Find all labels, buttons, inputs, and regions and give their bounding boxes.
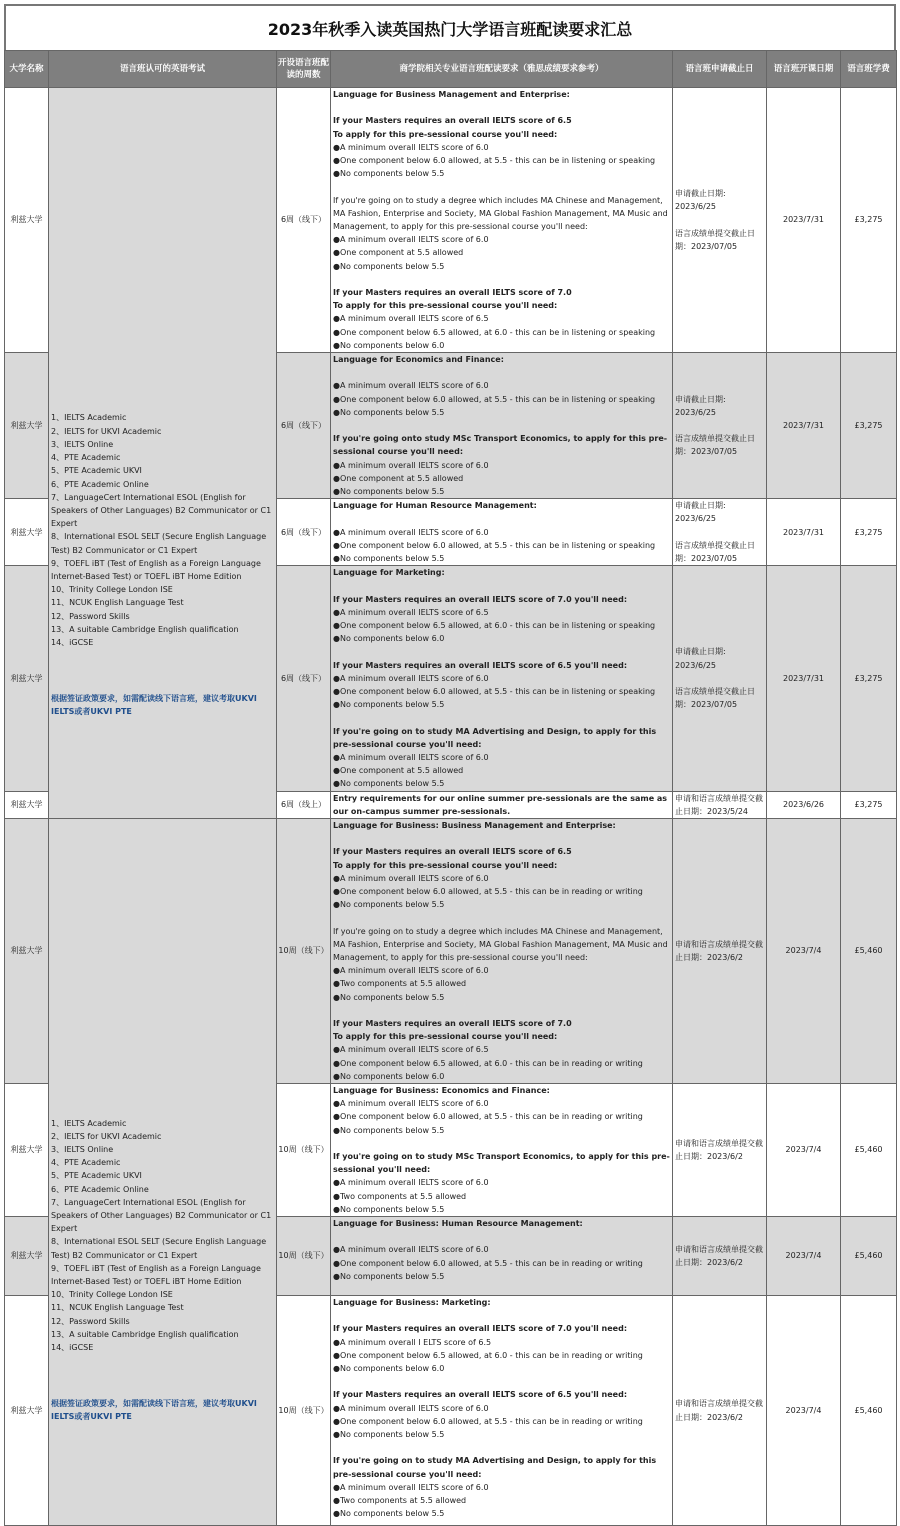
requirement-line: ●No components below 6.0 bbox=[333, 1071, 445, 1081]
cell-spacer bbox=[51, 649, 274, 689]
university-cell[interactable]: 利兹大学 bbox=[5, 1084, 49, 1217]
fee-cell[interactable]: £5,460 bbox=[841, 1217, 897, 1296]
blank-line bbox=[333, 832, 670, 845]
cell-spacer bbox=[51, 921, 274, 1117]
requirement-line: ●A minimum overall IELTS score of 6.0 bbox=[333, 1178, 489, 1188]
requirement-line: ●A minimum overall IELTS score of 6.0 bbox=[333, 1245, 489, 1255]
requirement-line: ●No components below 5.5 bbox=[333, 487, 445, 497]
fee-cell[interactable]: £3,275 bbox=[841, 353, 897, 499]
requirement-line: Language for Economics and Finance: bbox=[333, 355, 504, 365]
deadline-line: 申请和语言成绩单提交截 bbox=[675, 1138, 763, 1148]
deadline-line: 期：2023/07/05 bbox=[675, 554, 738, 564]
deadline-line: 语言成绩单提交截止日 bbox=[675, 434, 755, 444]
requirement-line: ●One component below 6.0 allowed, at 5.5 - this can be in reading or writing bbox=[333, 1112, 643, 1122]
requirement-line: Language for Human Resource Management: bbox=[333, 501, 537, 511]
deadline-line: 申请和语言成绩单提交截 bbox=[675, 793, 763, 803]
requirement-line: ●No components below 5.5 bbox=[333, 1204, 445, 1214]
requirement-line: ●A minimum overall IELTS score of 6.0 bbox=[333, 460, 489, 470]
cell-spacer bbox=[51, 1354, 274, 1394]
requirement-line: If your Masters requires an overall IELTS score of 7.0 you'll need: bbox=[333, 1324, 628, 1334]
visa-policy-note: 根据签证政策要求，如需配读线下语言班，建议考取UKVI IELTS或者UKVI PTE bbox=[51, 1399, 257, 1422]
deadline-line: 申请截止日期: bbox=[675, 394, 726, 404]
requirement-line: ●A minimum overall IELTS score of 6.5 bbox=[333, 1045, 489, 1055]
deadline-cell[interactable] bbox=[673, 1217, 767, 1296]
start-date-cell[interactable]: 2023/7/31 bbox=[767, 353, 841, 499]
university-cell[interactable]: 利兹大学 bbox=[5, 1296, 49, 1526]
deadline-line: 申请和语言成绩单提交截 bbox=[675, 1399, 763, 1409]
deadline-line: 申请截止日期: bbox=[675, 501, 726, 511]
requirement-line: If your Masters requires an overall IELTS score of 6.5 bbox=[333, 116, 572, 126]
weeks-cell[interactable]: 6周（线下） bbox=[277, 353, 331, 499]
blank-line bbox=[333, 419, 670, 432]
exam-item: 14、iGCSE bbox=[51, 1342, 94, 1352]
deadline-line: 语言成绩单提交截止日 bbox=[675, 540, 755, 550]
requirement-line: If you're going on to study a degree which includes MA Chinese and Management, MA Fashion, Enterprise and Society, MA Global Fashion Management, MA Music and Management, to apply for this pre-sessional course you'll need: bbox=[333, 926, 668, 963]
requirement-line: To apply for this pre-sessional course you'll need: bbox=[333, 860, 558, 870]
exam-item: 2、IELTS for UKVI Academic bbox=[51, 1131, 162, 1141]
requirements-cell[interactable] bbox=[331, 819, 673, 1084]
requirements-cell[interactable] bbox=[331, 1296, 673, 1526]
deadline-cell[interactable] bbox=[673, 88, 767, 353]
deadline-line: 止日期：2023/5/24 bbox=[675, 806, 749, 816]
deadline-line bbox=[675, 213, 764, 226]
exam-item: 6、PTE Academic Online bbox=[51, 479, 149, 489]
fee-cell[interactable]: £5,460 bbox=[841, 1296, 897, 1526]
requirement-line: ●No components below 5.5 bbox=[333, 169, 445, 179]
requirement-line: ●One component below 6.0 allowed, at 5.5 - this can be in listening or speaking bbox=[333, 156, 656, 165]
start-date-cell[interactable]: 2023/7/4 bbox=[767, 1296, 841, 1526]
deadline-cell[interactable] bbox=[673, 499, 767, 566]
exam-item: 10、Trinity College London ISE bbox=[51, 585, 173, 595]
deadline-line: 申请和语言成绩单提交截 bbox=[675, 1244, 763, 1254]
requirement-line: ●Two components at 5.5 allowed bbox=[333, 1496, 467, 1506]
exam-item: 8、International ESOL SELT (Secure English Language Test) B2 Communicator or C1 Expert bbox=[51, 1237, 267, 1260]
requirement-line: ●No components below 5.5 bbox=[333, 779, 445, 789]
requirement-line: ●A minimum overall IELTS score of 6.0 bbox=[333, 673, 489, 683]
exam-item: 8、International ESOL SELT (Secure English Language Test) B2 Communicator or C1 Expert bbox=[51, 532, 267, 555]
start-date-cell[interactable]: 2023/7/4 bbox=[767, 1217, 841, 1296]
deadline-cell[interactable] bbox=[673, 566, 767, 791]
deadline-line: 止日期：2023/6/2 bbox=[675, 1412, 743, 1422]
requirement-line: If your Masters requires an overall IELTS score of 6.5 you'll need: bbox=[333, 1390, 628, 1400]
exam-item: 7、LanguageCert International ESOL (English for Speakers of Other Languages) B2 Communicator or C1 Expert bbox=[51, 1197, 272, 1234]
requirement-line: If you're going on to study MSc Transport Economics, to apply for this pre-sessional you'll need: bbox=[333, 1152, 670, 1175]
start-date-cell[interactable]: 2023/7/4 bbox=[767, 819, 841, 1084]
visa-policy-note: 根据签证政策要求，如需配读线下语言班，建议考取UKVI IELTS或者UKVI PTE bbox=[51, 694, 257, 717]
requirement-line: If you're going on to study MA Advertising and Design, to apply for this pre-sessional course you'll need: bbox=[333, 1456, 657, 1479]
exam-item: 12、Password Skills bbox=[51, 611, 130, 621]
requirement-line: ●No components below 5.5 bbox=[333, 1125, 445, 1135]
col-header-fee[interactable]: 语言班学费 bbox=[841, 51, 897, 88]
deadline-line bbox=[675, 526, 764, 539]
deadline-line: 申请截止日期: bbox=[675, 647, 726, 657]
requirement-line: If your Masters requires an overall IELTS score of 7.0 bbox=[333, 1019, 572, 1029]
requirement-line: ●One component below 6.0 allowed, at 5.5 - this can be in listening or speaking bbox=[333, 540, 656, 550]
requirement-line: To apply for this pre-sessional course you'll need: bbox=[333, 129, 558, 139]
requirement-line: If your Masters requires an overall IELTS score of 7.0 you'll need: bbox=[333, 594, 628, 604]
deadline-line: 语言成绩单提交截止日 bbox=[675, 687, 755, 697]
weeks-cell[interactable]: 6周（线下） bbox=[277, 566, 331, 791]
exam-item: 10、Trinity College London ISE bbox=[51, 1290, 173, 1300]
deadline-line: 止日期：2023/6/2 bbox=[675, 1258, 743, 1268]
requirement-line: ●No components below 6.0 bbox=[333, 340, 445, 350]
exam-item: 3、IELTS Online bbox=[51, 1144, 114, 1154]
deadline-line: 2023/6/25 bbox=[675, 660, 717, 670]
weeks-cell[interactable]: 10周（线下） bbox=[277, 1217, 331, 1296]
requirement-line: ●One component below 6.0 allowed, at 5.5 - this can be in reading or writing bbox=[333, 1258, 643, 1268]
col-header-weeks[interactable]: 开设语言班配读的周数 bbox=[277, 51, 331, 88]
requirement-line: ●A minimum overall IELTS score of 6.0 bbox=[333, 1403, 489, 1413]
weeks-cell[interactable]: 6周（线下） bbox=[277, 88, 331, 353]
requirement-line: ●A minimum overall IELTS score of 6.0 bbox=[333, 966, 489, 976]
requirement-line: ●A minimum overall IELTS score of 6.0 bbox=[333, 381, 489, 391]
start-date-cell[interactable]: 2023/7/31 bbox=[767, 499, 841, 566]
exam-item: 13、A suitable Cambridge English qualification bbox=[51, 1329, 239, 1339]
deadline-cell[interactable] bbox=[673, 1296, 767, 1526]
requirements-cell[interactable] bbox=[331, 566, 673, 791]
blank-line bbox=[333, 645, 670, 658]
fee-cell[interactable]: £5,460 bbox=[841, 819, 897, 1084]
exam-item: 2、IELTS for UKVI Academic bbox=[51, 426, 162, 436]
blank-line bbox=[333, 711, 670, 724]
cell-spacer bbox=[51, 187, 274, 411]
requirement-line: ●No components below 6.0 bbox=[333, 1364, 445, 1374]
exam-item: 5、PTE Academic UKVI bbox=[51, 466, 142, 476]
deadline-cell[interactable] bbox=[673, 819, 767, 1084]
requirement-line: To apply for this pre-sessional course you'll need: bbox=[333, 1032, 558, 1042]
requirement-line: ●One component at 5.5 allowed bbox=[333, 766, 464, 776]
exam-item: 11、NCUK English Language Test bbox=[51, 598, 184, 608]
requirement-line: ●A minimum overall IELTS score of 6.0 bbox=[333, 873, 489, 883]
fee-cell[interactable]: £3,275 bbox=[841, 566, 897, 791]
requirement-line: ●One component below 6.5 allowed, at 6.0 - this can be in listening or speaking bbox=[333, 327, 656, 337]
deadline-line: 语言成绩单提交截止日 bbox=[675, 228, 755, 238]
requirement-line: ●A minimum overall IELTS score of 6.0 bbox=[333, 1482, 489, 1492]
requirement-line: ●No components below 5.5 bbox=[333, 261, 445, 271]
university-cell[interactable]: 利兹大学 bbox=[5, 1217, 49, 1296]
accepted-exams-cell[interactable] bbox=[49, 88, 277, 819]
blank-line bbox=[333, 911, 670, 924]
deadline-line: 2023/6/25 bbox=[675, 514, 717, 524]
page-title: 2023年秋季入读英国热门大学语言班配读要求汇总 bbox=[4, 4, 896, 50]
fee-cell[interactable]: £3,275 bbox=[841, 499, 897, 566]
exam-item: 5、PTE Academic UKVI bbox=[51, 1171, 142, 1181]
accepted-exams-cell[interactable] bbox=[49, 819, 277, 1526]
requirement-line: ●One component below 6.0 allowed, at 5.5 - this can be in listening or speaking bbox=[333, 687, 656, 697]
deadline-line: 期：2023/07/05 bbox=[675, 447, 738, 457]
deadline-line: 申请和语言成绩单提交截 bbox=[675, 939, 763, 949]
requirements-cell[interactable] bbox=[331, 353, 673, 499]
blank-line bbox=[333, 1309, 670, 1322]
exam-item: 13、A suitable Cambridge English qualification bbox=[51, 624, 239, 634]
requirement-line: ●One component below 6.0 allowed, at 5.5 - this can be in listening or speaking bbox=[333, 394, 656, 404]
university-cell[interactable]: 利兹大学 bbox=[5, 791, 49, 818]
university-cell[interactable]: 利兹大学 bbox=[5, 88, 49, 353]
fee-cell[interactable]: £3,275 bbox=[841, 791, 897, 818]
requirement-line: ●One component below 6.0 allowed, at 5.5 - this can be in reading or writing bbox=[333, 887, 643, 897]
col-header-deadline[interactable]: 语言班申请截止日 bbox=[673, 51, 767, 88]
exam-item: 4、PTE Academic bbox=[51, 1158, 121, 1168]
start-date-cell[interactable]: 2023/7/31 bbox=[767, 88, 841, 353]
requirement-line: Language for Business: Business Management and Enterprise: bbox=[333, 821, 616, 831]
deadline-line bbox=[675, 672, 764, 685]
exam-item: 6、PTE Academic Online bbox=[51, 1184, 149, 1194]
deadline-line: 止日期：2023/6/2 bbox=[675, 953, 743, 963]
requirement-line: ●No components below 5.5 bbox=[333, 700, 445, 710]
blank-line bbox=[333, 1004, 670, 1017]
requirement-line: ●No components below 5.5 bbox=[333, 1271, 445, 1281]
col-header-exams[interactable]: 语言班认可的英语考试 bbox=[49, 51, 277, 88]
requirement-line: ●No components below 5.5 bbox=[333, 407, 445, 417]
exam-item: 9、TOEFL iBT (Test of English as a Foreign Language Internet-Based Test) or TOEFL iBT Home Edition bbox=[51, 1263, 261, 1286]
exam-item: 9、TOEFL iBT (Test of English as a Foreign Language Internet-Based Test) or TOEFL iBT Home Edition bbox=[51, 558, 261, 581]
fee-cell[interactable]: £5,460 bbox=[841, 1084, 897, 1217]
weeks-cell[interactable]: 10周（线下） bbox=[277, 1296, 331, 1526]
requirement-line: Entry requirements for our online summer pre-sessionals are the same as our on-campus summer pre-sessionals. bbox=[333, 793, 668, 816]
requirements-table bbox=[4, 50, 897, 1526]
requirement-line: If you're going on to study MA Advertising and Design, to apply for this pre-sessional course you'll need: bbox=[333, 726, 657, 749]
university-cell[interactable]: 利兹大学 bbox=[5, 499, 49, 566]
requirements-cell[interactable] bbox=[331, 499, 673, 566]
requirement-line: Language for Business: Marketing: bbox=[333, 1298, 491, 1308]
weeks-cell[interactable]: 10周（线下） bbox=[277, 1084, 331, 1217]
table-row bbox=[5, 819, 897, 1084]
deadline-cell[interactable] bbox=[673, 353, 767, 499]
exam-item: 1、IELTS Academic bbox=[51, 413, 127, 423]
fee-cell[interactable]: £3,275 bbox=[841, 88, 897, 353]
start-date-cell[interactable]: 2023/7/31 bbox=[767, 566, 841, 791]
weeks-cell[interactable]: 6周（线下） bbox=[277, 499, 331, 566]
requirement-line: ●Two components at 5.5 allowed bbox=[333, 1191, 467, 1201]
requirement-line: Language for Business: Economics and Finance: bbox=[333, 1086, 550, 1096]
col-header-requirements[interactable]: 商学院相关专业语言班配读要求（雅思成绩要求参考） bbox=[331, 51, 673, 88]
requirement-line: Language for Business: Human Resource Management: bbox=[333, 1219, 583, 1229]
requirements-cell[interactable] bbox=[331, 88, 673, 353]
requirement-line: If your Masters requires an overall IELTS score of 6.5 you'll need: bbox=[333, 660, 628, 670]
exam-item: 3、IELTS Online bbox=[51, 439, 114, 449]
requirement-line: ●A minimum overall IELTS score of 6.5 bbox=[333, 314, 489, 324]
requirements-cell[interactable] bbox=[331, 791, 673, 818]
requirement-line: If your Masters requires an overall IELTS score of 7.0 bbox=[333, 288, 572, 297]
table-row bbox=[5, 88, 897, 353]
blank-line bbox=[333, 273, 670, 286]
blank-line bbox=[333, 101, 670, 114]
weeks-cell[interactable]: 6周（线上） bbox=[277, 791, 331, 818]
deadline-line bbox=[675, 419, 764, 432]
requirement-line: ●A minimum overall I ELTS score of 6.5 bbox=[333, 1337, 492, 1347]
exam-item: 11、NCUK English Language Test bbox=[51, 1303, 184, 1313]
requirement-line: ●No components below 5.5 bbox=[333, 1509, 445, 1519]
requirement-line: Language for Marketing: bbox=[333, 568, 445, 578]
university-cell[interactable]: 利兹大学 bbox=[5, 819, 49, 1084]
requirement-line: ●No components below 5.5 bbox=[333, 554, 445, 564]
requirement-line: Language for Business Management and Enterprise: bbox=[333, 90, 570, 99]
requirement-line: ●One component at 5.5 allowed bbox=[333, 248, 464, 258]
university-cell[interactable]: 利兹大学 bbox=[5, 353, 49, 499]
blank-line bbox=[333, 512, 670, 525]
blank-line bbox=[333, 180, 670, 193]
deadline-cell[interactable] bbox=[673, 791, 767, 818]
start-date-cell[interactable]: 2023/6/26 bbox=[767, 791, 841, 818]
blank-line bbox=[333, 1441, 670, 1454]
deadline-line: 2023/6/25 bbox=[675, 202, 717, 212]
deadline-line: 期：2023/07/05 bbox=[675, 700, 738, 710]
exam-item: 1、IELTS Academic bbox=[51, 1118, 127, 1128]
requirement-line: ●A minimum overall IELTS score of 6.0 bbox=[333, 235, 489, 245]
header-row bbox=[5, 51, 897, 88]
col-header-university[interactable]: 大学名称 bbox=[5, 51, 49, 88]
blank-line bbox=[333, 579, 670, 592]
weeks-cell[interactable]: 10周（线下） bbox=[277, 819, 331, 1084]
exam-item: 4、PTE Academic bbox=[51, 453, 121, 463]
requirement-line: ●A minimum overall IELTS score of 6.0 bbox=[333, 1099, 489, 1109]
deadline-line: 2023/6/25 bbox=[675, 407, 717, 417]
requirement-line: ●One component below 6.5 allowed, at 6.0 - this can be in reading or writing bbox=[333, 1350, 643, 1360]
requirement-line: ●No components below 5.5 bbox=[333, 992, 445, 1002]
exam-item: 12、Password Skills bbox=[51, 1316, 130, 1326]
col-header-start-date[interactable]: 语言班开课日期 bbox=[767, 51, 841, 88]
requirement-line: ●A minimum overall IELTS score of 6.0 bbox=[333, 527, 489, 537]
start-date-cell[interactable]: 2023/7/4 bbox=[767, 1084, 841, 1217]
requirements-cell[interactable] bbox=[331, 1217, 673, 1296]
requirement-line: ●Two components at 5.5 allowed bbox=[333, 979, 467, 989]
deadline-line: 申请截止日期: bbox=[675, 189, 726, 198]
requirement-line: ●One component below 6.5 allowed, at 6.0 - this can be in listening or speaking bbox=[333, 621, 656, 631]
deadline-cell[interactable] bbox=[673, 1084, 767, 1217]
deadline-line: 期：2023/07/05 bbox=[675, 241, 738, 251]
blank-line bbox=[333, 366, 670, 379]
blank-line bbox=[333, 1230, 670, 1243]
requirement-line: ●A minimum overall IELTS score of 6.5 bbox=[333, 607, 489, 617]
requirement-line: If you're going onto study MSc Transport Economics, to apply for this pre-sessional course you'll need: bbox=[333, 434, 668, 457]
requirement-line: To apply for this pre-sessional course you'll need: bbox=[333, 301, 558, 311]
blank-line bbox=[333, 1375, 670, 1388]
blank-line bbox=[333, 1137, 670, 1150]
requirement-line: ●A minimum overall IELTS score of 6.0 bbox=[333, 142, 489, 152]
requirement-line: ●No components below 5.5 bbox=[333, 900, 445, 910]
requirement-line: If you're going on to study a degree which includes MA Chinese and Management, MA Fashion, Enterprise and Society, MA Global Fashion Management, MA Music and Management, to apply for this pre-sessional course you'll need: bbox=[333, 195, 668, 231]
requirement-line: ●One component at 5.5 allowed bbox=[333, 473, 464, 483]
deadline-line: 止日期：2023/6/2 bbox=[675, 1152, 743, 1162]
requirement-line: ●No components below 6.0 bbox=[333, 634, 445, 644]
exam-item: 14、iGCSE bbox=[51, 637, 94, 647]
requirement-line: ●No components below 5.5 bbox=[333, 1430, 445, 1440]
exam-item: 7、LanguageCert International ESOL (English for Speakers of Other Languages) B2 Communicator or C1 Expert bbox=[51, 492, 272, 529]
requirements-cell[interactable] bbox=[331, 1084, 673, 1217]
university-cell[interactable]: 利兹大学 bbox=[5, 566, 49, 791]
requirement-line: ●One component below 6.0 allowed, at 5.5 - this can be in reading or writing bbox=[333, 1416, 643, 1426]
requirement-line: If your Masters requires an overall IELTS score of 6.5 bbox=[333, 847, 572, 857]
requirement-line: ●One component below 6.5 allowed, at 6.0 - this can be in reading or writing bbox=[333, 1058, 643, 1068]
requirement-line: ●A minimum overall IELTS score of 6.0 bbox=[333, 753, 489, 763]
